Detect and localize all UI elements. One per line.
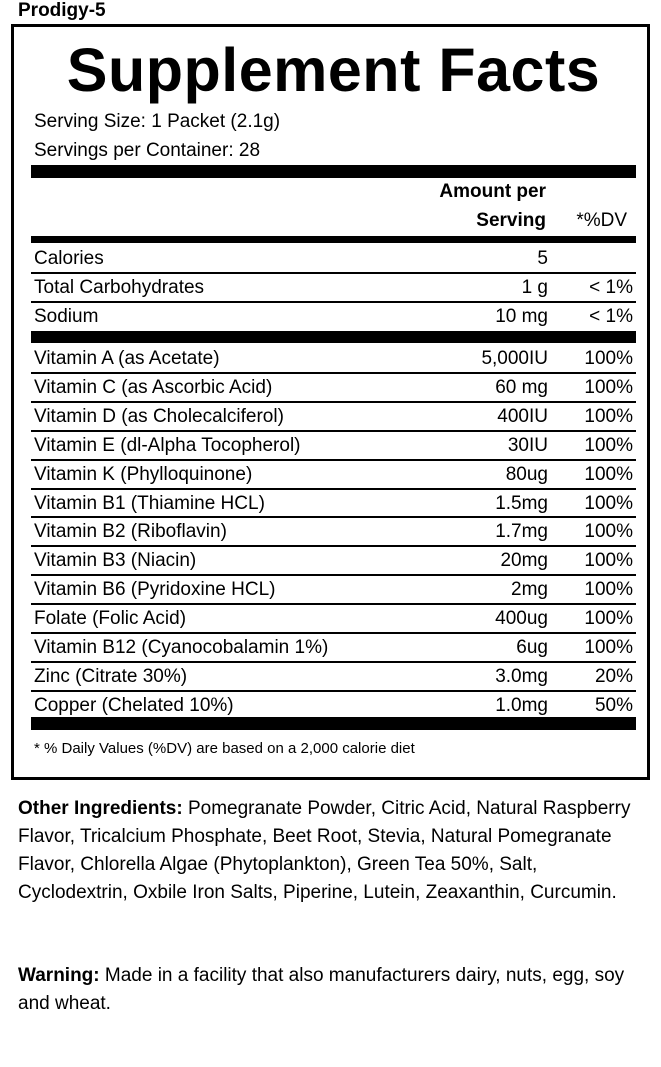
nutrient-name: Vitamin B2 (Riboflavin) xyxy=(34,521,227,543)
warning-text: Made in a facility that also manufacturers dairy, nuts, egg, soy and wheat. xyxy=(18,965,625,1014)
nutrient-name: Vitamin B12 (Cyanocobalamin 1%) xyxy=(34,637,329,658)
nutrient-amount: 1 g xyxy=(521,277,548,298)
nutrient-row xyxy=(31,402,636,431)
nutrient-name: Vitamin D (as Cholecalciferol) xyxy=(34,405,284,427)
other-ingredients-label: Other Ingredients: xyxy=(18,798,183,819)
nutrient-amount: 5 xyxy=(537,248,548,269)
nutrient-amount: 30IU xyxy=(507,434,548,456)
serving-size: Serving Size: 1 Packet (2.1g) xyxy=(34,111,281,132)
nutrient-dv: 100% xyxy=(584,463,633,485)
thick-divider-middle xyxy=(31,331,636,343)
nutrient-row xyxy=(31,517,636,546)
nutrient-amount: 1.5mg xyxy=(495,492,548,514)
nutrient-amount: 1.7mg xyxy=(495,521,548,543)
nutrient-dv: 100% xyxy=(584,434,633,456)
nutrient-row xyxy=(31,460,636,489)
nutrient-dv: 100% xyxy=(584,521,633,543)
nutrient-dv: 100% xyxy=(584,376,633,398)
medium-divider xyxy=(31,236,636,243)
nutrient-name: Zinc (Citrate 30%) xyxy=(34,665,188,687)
nutrient-name: Vitamin B6 (Pyridoxine HCL) xyxy=(34,579,276,601)
daily-value-footnote: * % Daily Values (%DV) are based on a 2,000 calorie diet xyxy=(34,740,415,757)
nutrient-row xyxy=(31,373,636,402)
thick-divider-top xyxy=(31,165,636,178)
nutrient-name: Vitamin B3 (Niacin) xyxy=(34,550,197,572)
nutrient-row xyxy=(31,546,636,575)
nutrient-row xyxy=(31,489,636,518)
nutrient-amount: 400ug xyxy=(495,608,548,630)
nutrient-amount: 60 mg xyxy=(495,376,548,398)
nutrient-name: Calories xyxy=(34,248,104,269)
nutrient-dv: 100% xyxy=(584,405,633,427)
other-ingredients-text: Pomegranate Powder, Citric Acid, Natural Raspberry Flavor, Tricalcium Phosphate, Beet Root, Stevia, Natural Pomegranate Flavor, Chlorella Algae (Phytoplankton), Green Tea 50%, Salt, Cyclodextrin, Oxbile Iron Salts, Piperine, Lutein, Zeaxanthin, Curcumin. xyxy=(18,798,631,903)
nutrient-dv: 20% xyxy=(594,665,633,687)
nutrient-row xyxy=(31,691,636,720)
nutrient-amount: 6ug xyxy=(516,637,548,658)
product-name: Prodigy-5 xyxy=(18,0,106,21)
nutrient-dv: 50% xyxy=(594,694,633,716)
nutrient-dv: 100% xyxy=(584,608,633,630)
nutrient-name: Vitamin E (dl-Alpha Tocopherol) xyxy=(34,434,301,456)
supplement-facts-panel xyxy=(11,24,650,780)
nutrient-row xyxy=(31,662,636,691)
nutrient-row xyxy=(31,244,636,273)
amount-header-line1: Amount per xyxy=(439,181,546,202)
amount-header-line2: Serving xyxy=(476,210,546,231)
nutrient-dv: 100% xyxy=(584,550,633,572)
other-ingredients xyxy=(18,795,638,907)
nutrient-row xyxy=(31,575,636,604)
nutrient-amount: 5,000IU xyxy=(481,348,548,369)
nutrient-name: Copper (Chelated 10%) xyxy=(34,694,234,716)
facts-title: Supplement Facts xyxy=(66,36,601,104)
warning xyxy=(18,962,638,1018)
nutrient-name: Vitamin B1 (Thiamine HCL) xyxy=(34,492,265,514)
nutrient-row xyxy=(31,273,636,302)
nutrient-dv: 100% xyxy=(584,637,633,658)
nutrient-dv: 100% xyxy=(584,348,633,369)
nutrient-name: Vitamin A (as Acetate) xyxy=(34,348,220,369)
nutrient-amount: 80ug xyxy=(505,463,548,485)
nutrient-dv: < 1% xyxy=(589,306,633,327)
nutrient-name: Vitamin K (Phylloquinone) xyxy=(34,463,253,485)
nutrient-dv: 100% xyxy=(584,492,633,514)
nutrient-name: Folate (Folic Acid) xyxy=(34,608,187,630)
nutrient-row xyxy=(31,344,636,373)
nutrient-name: Vitamin C (as Ascorbic Acid) xyxy=(34,376,273,398)
nutrient-amount: 10 mg xyxy=(495,306,548,327)
nutrient-row xyxy=(31,633,636,662)
dv-header: *%DV xyxy=(576,210,627,231)
nutrient-amount: 400IU xyxy=(497,405,548,427)
nutrient-dv: 100% xyxy=(584,579,633,601)
nutrient-amount: 3.0mg xyxy=(495,665,548,687)
nutrient-amount: 20mg xyxy=(500,550,548,572)
nutrient-row xyxy=(31,302,636,331)
nutrient-dv: < 1% xyxy=(589,277,633,298)
nutrient-name: Total Carbohydrates xyxy=(34,277,205,298)
nutrient-row xyxy=(31,604,636,633)
servings-per-container: Servings per Container: 28 xyxy=(34,140,261,161)
nutrient-row xyxy=(31,431,636,460)
nutrient-name: Sodium xyxy=(34,306,99,327)
thick-divider-bottom xyxy=(31,717,636,730)
warning-label: Warning: xyxy=(18,965,100,986)
nutrient-amount: 1.0mg xyxy=(495,694,548,716)
nutrient-amount: 2mg xyxy=(511,579,548,601)
